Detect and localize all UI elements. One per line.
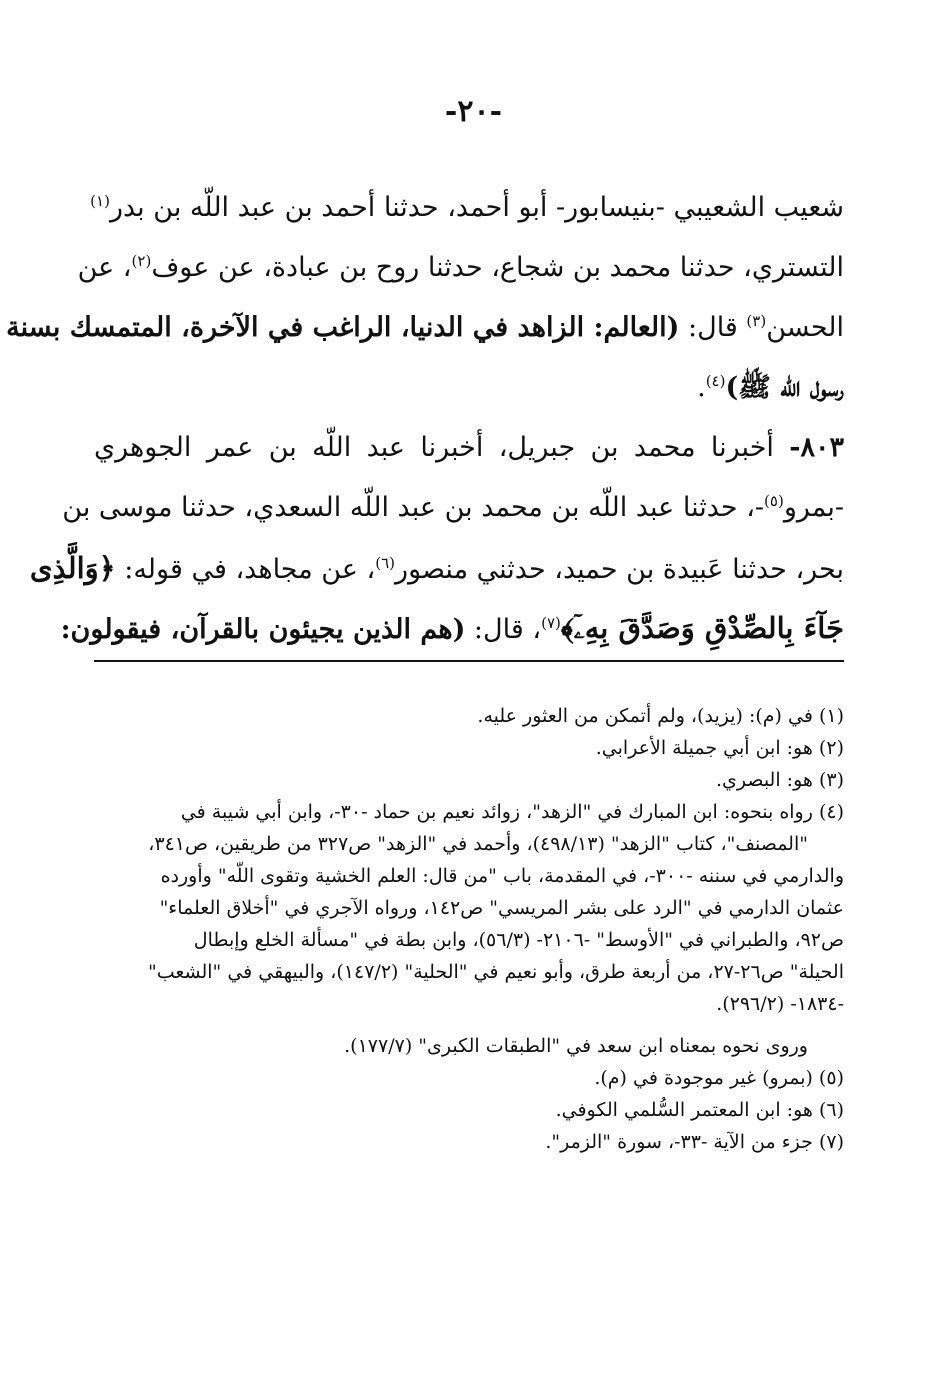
footnote-4-cont: -١٨٣٤- (٢٩٦/٢). — [716, 993, 844, 1015]
text-line-3: الحسن$^{(٣)}$ قال: (العالم: الزاهد في الدنيا، الراغب في الآخرة، المتمسك بسنة — [6, 312, 844, 343]
text-line-7: بحر، حدثنا عَبيدة بن حميد، حدثني منصور$^{(٦)}$، عن مجاهد، في قوله: ﴿وَالَّذِى — [29, 551, 844, 585]
footnote-4-cont: عثمان الدارمي في "الرد على بشر المريسي" ص١٤٢، ورواه الآجري في "أخلاق العلماء" — [159, 897, 844, 919]
footnote-6: (٦) هو: ابن المعتمر السُّلمي الكوفي. — [555, 1099, 844, 1121]
text-line-6: -بمرو$^{(٥)}$-، حدثنا عبد اللّه بن محمد بن عبد اللّه السعدي، حدثنا موسى بن — [62, 492, 844, 523]
text-line-2: التستري، حدثنا محمد بن شجاع، حدثنا روح بن عبادة، عن عوف$^{(٢)}$، عن — [77, 252, 844, 283]
footnote-1: (١) في (م): (يزيد)، ولم أتمكن من العثور عليه. — [477, 705, 844, 727]
page-number: -٢٠- — [444, 94, 503, 129]
text-line-1: شعيب الشعيبي -بنيسابور- أبو أحمد، حدثنا أحمد بن عبد اللّه بن بدر$^{(١)}$ — [90, 192, 844, 223]
quran-quote: ﴿وَالَّذِى — [29, 551, 116, 585]
footnote-4-cont: والدارمي في سننه -٣٠٠-، في المقدمة، باب "من قال: العلم الخشية وتقوى اللّه" وأورده — [160, 865, 844, 887]
footnote-4-extra: وروى نحوه بمعناه ابن سعد في "الطبقات الكبرى" (١٧٧/٧). — [344, 1035, 808, 1057]
text-line-8: جَآءَ بِالصِّدْقِ وَصَدَّقَ بِهِۦٓ﴾$^{(٧)}$، قال: (هم الذين يجيئون بالقرآن، فيقولون: — [60, 611, 844, 645]
text-line-4: رسول اللّه ﷺ)$^{(٤)}$. — [697, 372, 844, 403]
footnote-4-cont: "المصنف"، كتاب "الزهد" (٤٩٨/١٣)، وأحمد في "الزهد" ص٣٢٧ من طريقين، ص٣٤١، — [148, 833, 808, 855]
footnotes — [94, 700, 844, 1158]
footnote-4-cont: ص٩٢، والطبراني في "الأوسط" -٢١٠٦- (٥٦/٣)، وابن بطة في "مسألة الخلع وإبطال — [193, 929, 844, 951]
footnote-2: (٢) هو: ابن أبي جميلة الأعرابي. — [595, 737, 844, 759]
footnote-4: (٤) رواه بنحوه: ابن المبارك في "الزهد"، زوائد نعيم بن حماد -٣٠-، وابن أبي شيبة في — [180, 801, 844, 823]
footnote-3: (٣) هو: البصري. — [715, 769, 844, 791]
main-text — [6, 182, 844, 662]
footnote-7: (٧) جزء من الآية -٣٣-، سورة "الزمر". — [545, 1131, 844, 1153]
footnote-divider — [94, 660, 844, 662]
hadith-number-line: ٨٠٣- أخبرنا محمد بن جبريل، أخبرنا عبد اللّه بن عمر الجوهري — [94, 432, 844, 463]
footnote-4-cont: الحيلة" ص٢٦-٢٧، من أربعة طرق، وأبو نعيم في "الحلية" (١٤٧/٢)، والبيهقي في "الشعب" — [147, 961, 844, 983]
quran-quote: جَآءَ بِالصِّدْقِ وَصَدَّقَ بِهِۦٓ﴾ — [560, 611, 844, 645]
footnote-5: (٥) (بمرو) غير موجودة في (م). — [594, 1067, 844, 1089]
hadith-number: ٨٠٣- — [789, 432, 844, 463]
